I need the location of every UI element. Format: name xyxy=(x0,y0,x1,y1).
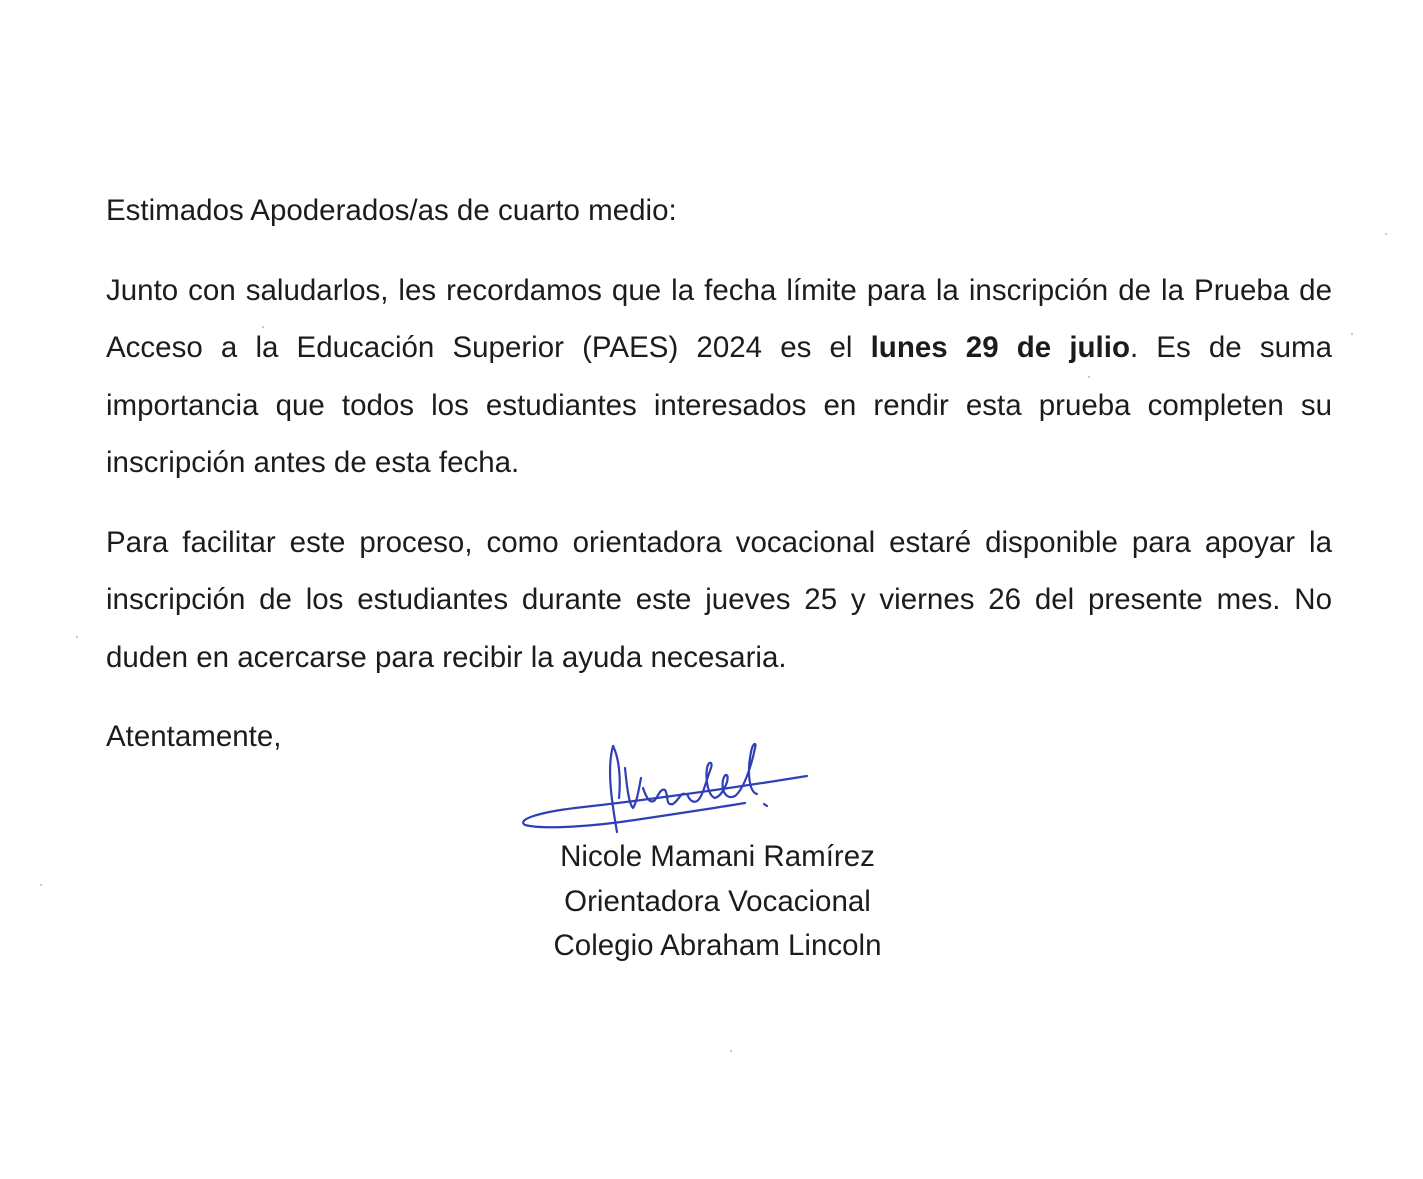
signer-institution: Colegio Abraham Lincoln xyxy=(553,929,882,962)
paragraph-deadline-text-after: . Es de suma importancia que todos los estudiantes interesados en rendir esta prueba completen su inscripción antes de esta fecha. xyxy=(106,331,1332,479)
deadline-date: lunes 29 de julio xyxy=(870,331,1130,364)
paper-speck xyxy=(76,636,78,638)
letter-body xyxy=(106,182,1332,766)
signature-block xyxy=(490,835,945,969)
paper-speck xyxy=(730,1050,732,1052)
paper-speck xyxy=(1351,333,1353,335)
paper-speck xyxy=(1385,233,1387,235)
handwritten-signature xyxy=(515,738,815,838)
paragraph-deadline xyxy=(106,262,1332,492)
closing: Atentamente, xyxy=(106,720,282,753)
paper-speck xyxy=(262,326,264,328)
signer-name: Nicole Mamani Ramírez xyxy=(560,840,875,873)
paper-speck xyxy=(40,884,42,886)
paragraph-support: Para facilitar este proceso, como orientadora vocacional estaré disponible para apoyar la inscripción de los estudiantes durante este jueves 25 y viernes 26 del presente mes. No duden en acercarse para recibir la ayuda necesaria. xyxy=(106,525,1332,674)
paragraph-deadline-text-before: Junto con saludarlos, les recordamos que la fecha límite para la inscripción de la Prueba de Acceso a la Educación Superior (PAES) 2024 es el xyxy=(106,273,1332,364)
greeting: Estimados Apoderados/as de cuarto medio: xyxy=(106,194,677,227)
paper-speck xyxy=(1088,376,1090,378)
signer-role: Orientadora Vocacional xyxy=(564,884,871,918)
